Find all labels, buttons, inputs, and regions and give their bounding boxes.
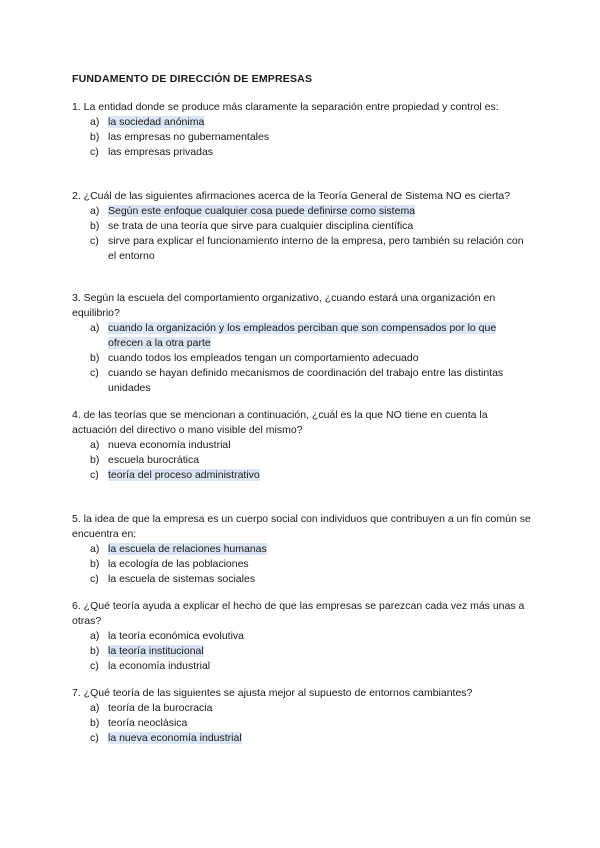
option-text: sirve para explicar el funcionamiento interno de la empresa, pero también su relación con el entorno — [108, 235, 524, 262]
option-letter: c) — [90, 732, 99, 744]
option-b[interactable] — [72, 644, 532, 659]
question-stem: 1. La entidad donde se produce más claramente la separación entre propiedad y control es: — [72, 101, 499, 113]
option-text: la escuela de sistemas sociales — [108, 573, 256, 585]
option-c[interactable] — [72, 572, 532, 587]
options-list — [72, 542, 532, 587]
option-letter: a) — [90, 116, 100, 128]
option-a[interactable] — [72, 321, 532, 351]
question-4 — [72, 408, 532, 483]
option-letter: b) — [90, 454, 100, 466]
option-text-highlighted: la teoría institucional — [108, 645, 204, 657]
option-text-highlighted: la sociedad anónima — [108, 116, 205, 128]
option-a[interactable] — [72, 701, 532, 716]
option-letter: c) — [90, 367, 99, 379]
options-list — [72, 629, 532, 674]
option-text: cuando se hayan definido mecanismos de coordinación del trabajo entre las distintas unidades — [108, 367, 504, 394]
question-stem: 4. de las teorías que se mencionan a continuación, ¿cuál es la que NO tiene en cuenta la actuación del directivo o mano visible del mismo? — [72, 409, 488, 436]
options-list — [72, 115, 532, 160]
option-c[interactable] — [72, 145, 532, 160]
question-stem: 5. la idea de que la empresa es un cuerpo social con individuos que contribuyen a un fin común se encuentra en: — [72, 513, 531, 540]
option-letter: b) — [90, 220, 100, 232]
option-a[interactable] — [72, 438, 532, 453]
option-letter: b) — [90, 717, 100, 729]
option-letter: b) — [90, 558, 100, 570]
option-text: la economía industrial — [108, 660, 211, 672]
question-stem: 6. ¿Qué teoría ayuda a explicar el hecho de que las empresas se parezcan cada vez más unas a otras? — [72, 600, 525, 627]
option-text: las empresas privadas — [108, 146, 214, 158]
option-letter: c) — [90, 235, 99, 247]
option-b[interactable] — [72, 716, 532, 731]
option-text: la ecología de las poblaciones — [108, 558, 249, 570]
option-text-highlighted: la escuela de relaciones humanas — [108, 543, 267, 555]
options-list — [72, 438, 532, 483]
option-letter: b) — [90, 352, 100, 364]
option-a[interactable] — [72, 115, 532, 130]
question-stem: 2. ¿Cuál de las siguientes afirmaciones acerca de la Teoría General de Sistema NO es cierta? — [72, 190, 511, 202]
option-letter: a) — [90, 322, 100, 334]
option-letter: a) — [90, 439, 100, 451]
option-text: cuando todos los empleados tengan un comportamiento adecuado — [108, 352, 419, 364]
question-7 — [72, 686, 532, 746]
option-b[interactable] — [72, 557, 532, 572]
option-a[interactable] — [72, 204, 532, 219]
options-list — [72, 701, 532, 746]
option-letter: a) — [90, 205, 100, 217]
option-c[interactable] — [72, 468, 532, 483]
option-letter: b) — [90, 645, 100, 657]
option-text-highlighted: teoría del proceso administrativo — [108, 469, 260, 481]
option-letter: a) — [90, 702, 100, 714]
document-title: FUNDAMENTO DE DIRECCIÓN DE EMPRESAS — [72, 73, 313, 85]
option-a[interactable] — [72, 629, 532, 644]
option-text: teoría neoclásica — [108, 717, 188, 729]
question-3 — [72, 291, 532, 396]
option-letter: a) — [90, 543, 100, 555]
option-b[interactable] — [72, 219, 532, 234]
option-letter: a) — [90, 630, 100, 642]
option-letter: b) — [90, 131, 100, 143]
question-stem: 3. Según la escuela del comportamiento organizativo, ¿cuando estará una organización en equilibrio? — [72, 292, 496, 319]
question-5 — [72, 512, 532, 587]
option-text: las empresas no gubernamentales — [108, 131, 270, 143]
option-b[interactable] — [72, 453, 532, 468]
options-list — [72, 321, 532, 396]
question-2 — [72, 189, 532, 264]
option-text: teoría de la burocracia — [108, 702, 213, 714]
option-text-highlighted: cuando la organización y los empleados perciban que son compensados por lo que ofrecen a la otra parte — [108, 322, 497, 349]
option-b[interactable] — [72, 130, 532, 145]
options-list — [72, 204, 532, 264]
option-text-highlighted: Según este enfoque cualquier cosa puede definirse como sistema — [108, 205, 416, 217]
option-c[interactable] — [72, 366, 532, 396]
option-text: nueva economía industrial — [108, 439, 231, 451]
option-text: escuela burocrática — [108, 454, 200, 466]
option-letter: c) — [90, 469, 99, 481]
option-letter: c) — [90, 660, 99, 672]
question-1 — [72, 100, 532, 160]
option-text-highlighted: la nueva economía industrial — [108, 732, 242, 744]
option-letter: c) — [90, 146, 99, 158]
option-b[interactable] — [72, 351, 532, 366]
option-c[interactable] — [72, 234, 532, 264]
option-c[interactable] — [72, 731, 532, 746]
option-a[interactable] — [72, 542, 532, 557]
question-6 — [72, 599, 532, 674]
option-text: la teoría económica evolutiva — [108, 630, 244, 642]
option-c[interactable] — [72, 659, 532, 674]
option-letter: c) — [90, 573, 99, 585]
option-text: se trata de una teoría que sirve para cualquier disciplina científica — [108, 220, 414, 232]
question-stem: 7. ¿Qué teoría de las siguientes se ajusta mejor al supuesto de entornos cambiantes? — [72, 687, 473, 699]
